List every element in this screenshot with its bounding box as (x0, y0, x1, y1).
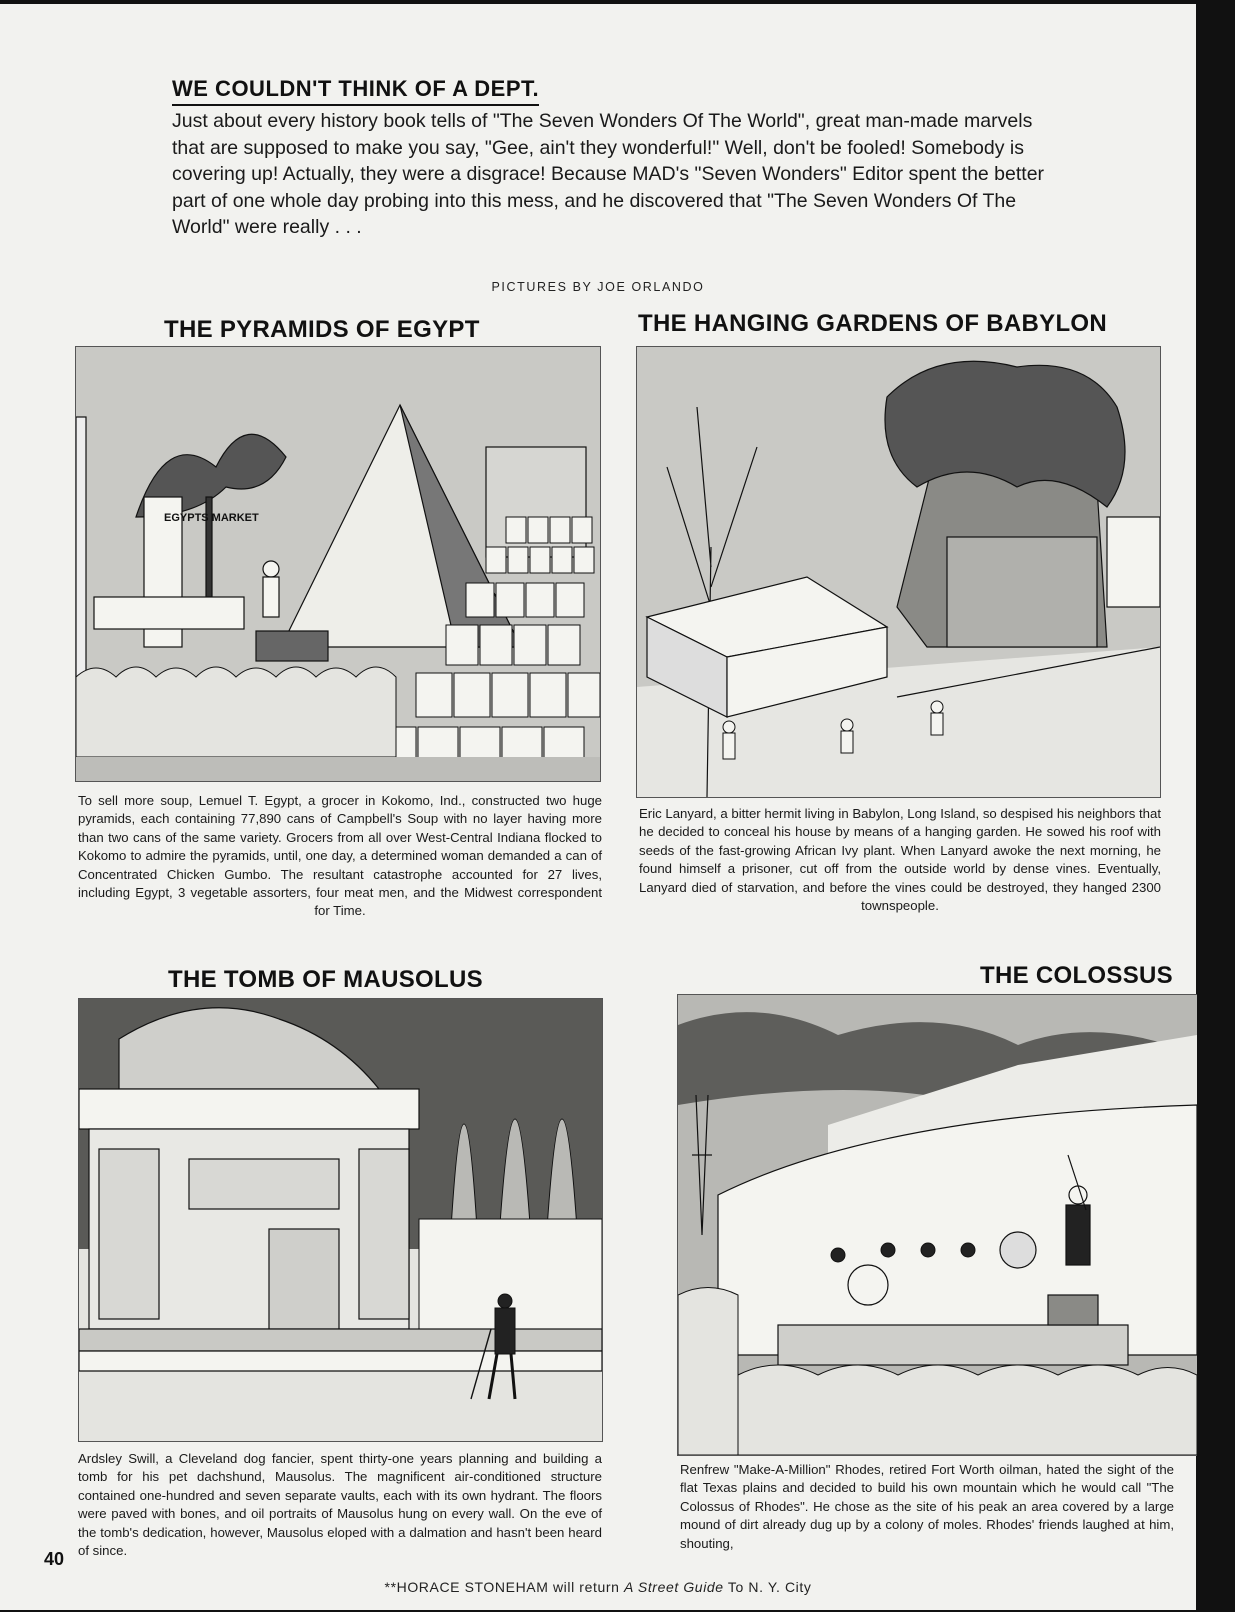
footer-note (0, 1579, 1196, 1595)
caption-pyramids: To sell more soup, Lemuel T. Egypt, a grocer in Kokomo, Ind., constructed two huge pyramids, each containing 77,890 cans of Campbell's Soup with no layer having more than two cans of the same variety. Grocers from all over West-Central Indiana flocked to Kokomo to admire the pyramids, until, one day, a determined woman demanded a can of Concentrated Chicken Gumbo. The resultant catastrophe accounted for 27 lives, including Egypt, 3 vegetable assorters, four meat men, and the Midwest correspondent for Time. (78, 793, 602, 919)
caption-tomb-of-mausolus: Ardsley Swill, a Cleveland dog fancier, spent thirty-one years planning and building a tomb for his pet dachshund, Mausolus. The magnificent air-conditioned structure contained one-hundred and seven separate vaults, each with its own hydrant. The floors were paved with bones, and oil portraits of Mausolus hung on every wall. On the eve of the tomb's dedication, however, Mausolus eloped with a dalmation and hasn't been heard of since. (78, 1451, 602, 1559)
title-pyramids: THE PYRAMIDS OF EGYPT (164, 316, 480, 343)
illustration-tomb-of-mausolus (78, 998, 603, 1442)
illustrator-credit: PICTURES BY JOE ORLANDO (491, 280, 705, 294)
title-tomb-of-mausolus: THE TOMB OF MAUSOLUS (168, 966, 483, 993)
illustration-hanging-gardens (636, 346, 1161, 798)
footer-note-italic: A Street Guide (623, 1579, 724, 1595)
title-colossus: THE COLOSSUS (980, 962, 1173, 989)
illustration-colossus (677, 994, 1197, 1456)
footer-note-suffix: To N. Y. City (723, 1579, 812, 1595)
magazine-page (0, 4, 1196, 1610)
caption-colossus: Renfrew "Make-A-Million" Rhodes, retired Fort Worth oilman, hated the sight of the flat Texas plains and decided to build his own mountain which he would call "The Colossus of Rhodes". He chose as the site of his peak an area covered by a large mound of dirt already dug up by a colony of moles. Rhodes' friends laughed at him, shouting, (680, 1462, 1174, 1551)
egypts-market-sign: EGYPTS MARKET (164, 512, 259, 524)
intro-paragraph: Just about every history book tells of "The Seven Wonders Of The World", great man-made marvels that are supposed to make you say, "Gee, ain't they wonderful!" Well, don't be fooled! Somebody is covering up! Actually, they were a disgrace! Because MAD's "Seven Wonders" Editor spent the better part of one whole day probing into this mess, and he discovered that "The Seven Wonders Of The World" were really . . . (172, 110, 1045, 238)
footer-note-prefix: **HORACE STONEHAM will return (384, 1579, 624, 1595)
page-number: 40 (44, 1549, 65, 1569)
title-hanging-gardens: THE HANGING GARDENS OF BABYLON (638, 310, 1108, 337)
caption-hanging-gardens: Eric Lanyard, a bitter hermit living in Babylon, Long Island, so despised his neighbors that he decided to conceal his house by means of a hanging garden. He sowed his roof with seeds of the fast-growing African Ivy plant. When Lanyard awoke the next morning, he found himself a prisoner, cut off from the outside world by dense vines. Eventually, Lanyard died of starvation, and before the vines could be destroyed, they hanged 2300 townspeople. (639, 806, 1161, 914)
department-heading: WE COULDN'T THINK OF A DEPT. (172, 76, 539, 106)
illustration-pyramids (75, 346, 601, 782)
